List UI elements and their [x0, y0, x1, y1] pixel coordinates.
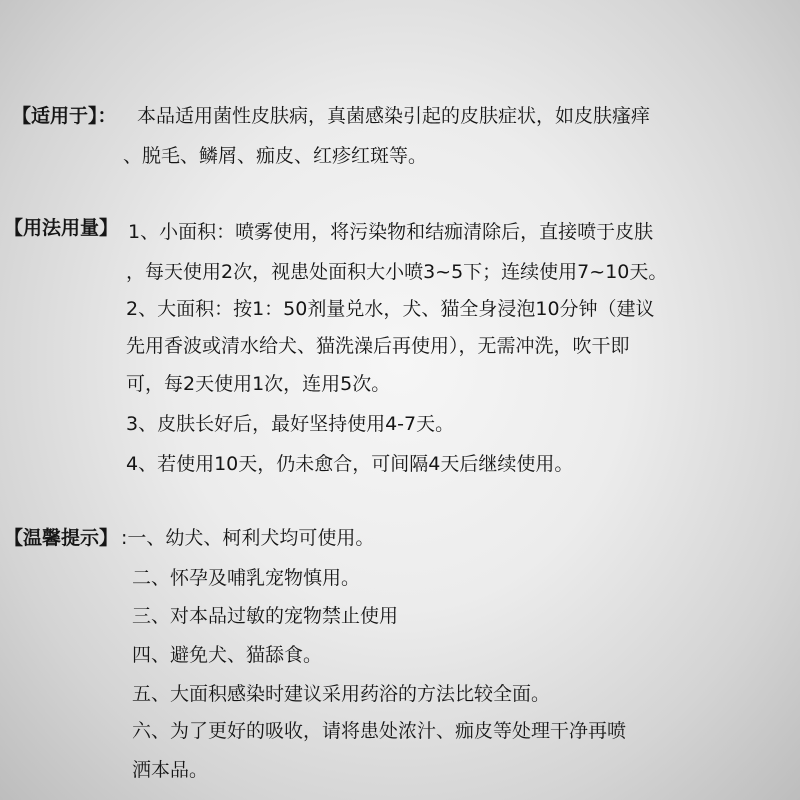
- usage-heading: 【用法用量】: [4, 217, 119, 239]
- usage-line-5: 可，每2天使用1次，连用5次。: [126, 373, 391, 395]
- tips-heading: 【温馨提示】: [4, 527, 119, 549]
- usage-line-7: 4、若使用10天，仍未愈合，可间隔4天后继续使用。: [126, 453, 574, 475]
- applicable-line-1: 本品适用菌性皮肤病，真菌感染引起的皮肤症状，如皮肤瘙痒: [137, 105, 651, 127]
- usage-line-1: 1、小面积：喷雾使用，将污染物和结痂清除后，直接喷于皮肤: [128, 221, 654, 243]
- tips-line-6: 六、为了更好的吸收，请将患处浓汁、痂皮等处理干净再喷: [132, 720, 627, 742]
- usage-line-3: 2、大面积：按1：50剂量兑水，犬、猫全身浸泡10分钟（建议: [126, 298, 655, 320]
- tips-line-4: 四、避免犬、猫舔食。: [132, 644, 323, 666]
- tips-line-2: 二、怀孕及哺乳宠物慎用。: [132, 567, 361, 589]
- usage-line-6: 3、皮肤长好后，最好坚持使用4-7天。: [126, 413, 455, 435]
- usage-line-2: ，每天使用2次，视患处面积大小喷3~5下；连续使用7~10天。: [126, 261, 668, 283]
- tips-line-3: 三、对本品过敏的宠物禁止使用: [132, 605, 399, 627]
- applicable-line-2: 、脱毛、鳞屑、痂皮、红疹红斑等。: [123, 145, 428, 167]
- tips-line-5: 五、大面积感染时建议采用药浴的方法比较全面。: [132, 683, 551, 705]
- applicable-heading: 【适用于】：: [12, 105, 117, 127]
- tips-line-1: :一、幼犬、柯利犬均可使用。: [121, 527, 375, 549]
- tips-line-7: 洒本品。: [132, 759, 209, 781]
- usage-line-4: 先用香波或清水给犬、猫洗澡后再使用），无需冲洗，吹干即: [126, 335, 630, 357]
